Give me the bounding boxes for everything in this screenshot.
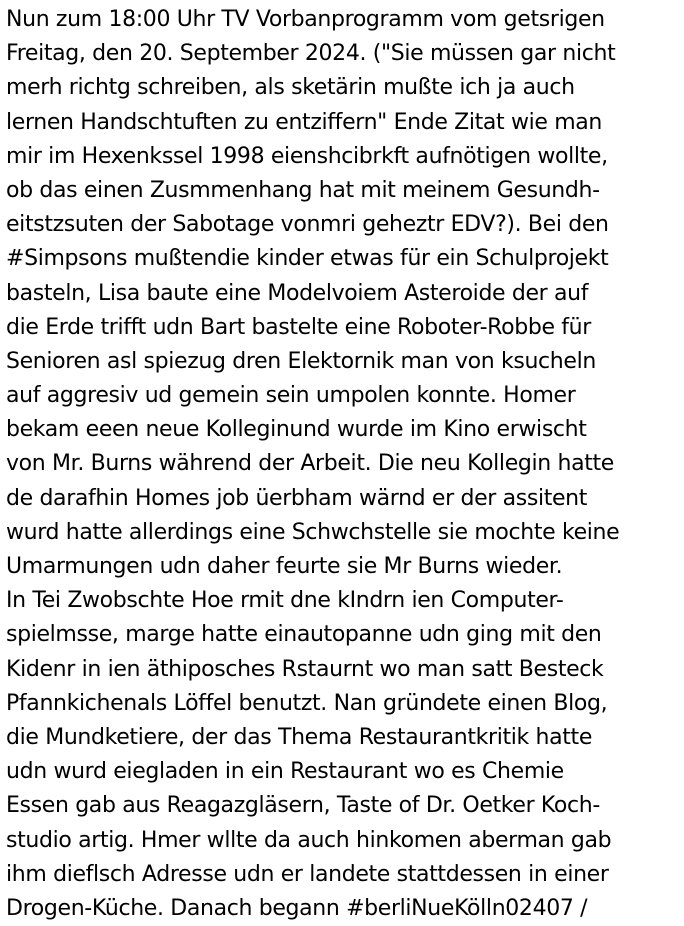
- text-line-5: mir im Hexenkssel 1998 eienshcibrkft aufnötigen wollte,: [6, 143, 608, 169]
- text-line-6: ob das einen Zusmmenhang hat mit meinem Gesundh-: [6, 177, 600, 203]
- text-line-4: lernen Handschtuften zu entziffern" Ende Zitat wie man: [6, 109, 603, 135]
- text-line-11: Senioren asl spiezug dren Elektornik man von ksucheln: [6, 348, 596, 374]
- text-line-13: bekam eeen neue Kolleginund wurde im Kino erwischt: [6, 417, 587, 443]
- text-line-23: udn wurd eiegladen in ein Restaurant wo es Chemie: [6, 759, 564, 785]
- text-line-3: merh richtg schreiben, als sketärin mußte ich ja auch: [6, 75, 575, 101]
- text-line-26: ihm dieflsch Adresse udn er landete stattdessen in einer: [6, 861, 609, 887]
- text-line-10: die Erde trifft udn Bart bastelte eine Roboter-Robbe für: [6, 314, 591, 340]
- text-line-17: Umarmungen udn daher feurte sie Mr Burns wieder.: [6, 554, 563, 579]
- document-body: [6, 3, 682, 926]
- text-line-21: Pfannkichenals Löffel benutzt. Nan gründete einen Blog,: [6, 690, 608, 716]
- text-line-12: auf aggresiv ud gemein sein umpolen konnte. Homer: [6, 383, 576, 409]
- text-line-8: #Simpsons mußtendie kinder etwas für ein Schulprojekt: [6, 246, 609, 272]
- text-line-2: Freitag, den 20. September 2024. ("Sie müssen gar nicht: [6, 41, 616, 67]
- text-line-18: In Tei Zwobschte Hoe rmit dne kIndrn ien Computer-: [6, 588, 564, 614]
- text-line-24: Essen gab aus Reagazgläsern, Taste of Dr. Oetker Koch-: [6, 793, 600, 819]
- text-line-1: Nun zum 18:00 Uhr TV Vorbanprogramm vom getsrigen: [6, 7, 605, 32]
- text-line-20: Kidenr in ien äthiposches Rstaurnt wo man satt Besteck: [6, 656, 604, 682]
- text-line-22: die Mundketiere, der das Thema Restaurantkritik hatte: [6, 724, 593, 750]
- text-line-25: studio artig. Hmer wllte da auch hinkomen aberman gab: [6, 827, 612, 853]
- text-line-14: von Mr. Burns während der Arbeit. Die neu Kollegin hatte: [6, 451, 614, 477]
- text-line-15: de darafhin Homes job üerbham wärnd er der assitent: [6, 485, 588, 511]
- text-line-7: eitstzsuten der Sabotage vonmri geheztr EDV?). Bei den: [6, 212, 609, 238]
- text-line-27: Drogen-Küche. Danach begann #berliNueKölln02407 /: [6, 895, 588, 921]
- text-line-9: basteln, Lisa baute eine Modelvoiem Asteroide der auf: [6, 280, 589, 306]
- text-line-19: spielmsse, marge hatte einautopanne udn ging mit den: [6, 622, 602, 648]
- text-line-16: wurd hatte allerdings eine Schwchstelle sie mochte keine: [6, 519, 620, 545]
